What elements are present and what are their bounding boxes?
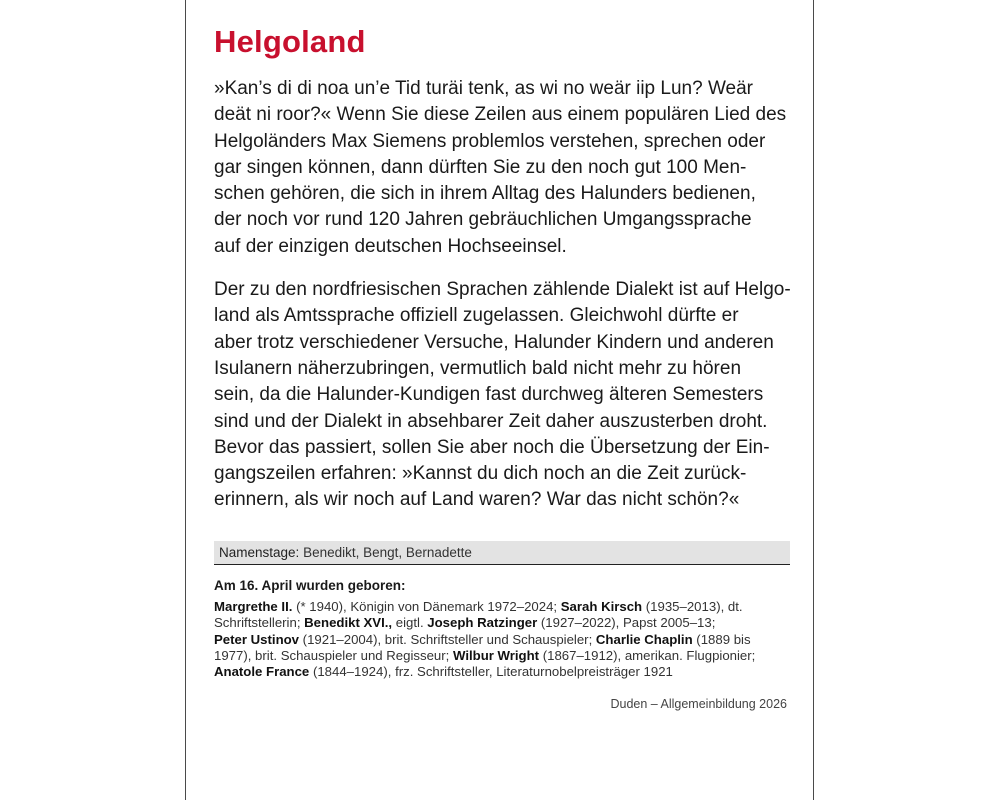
born-line [214, 648, 789, 664]
born-line [214, 664, 789, 680]
text-line: deät ni roor?« Wenn Sie diese Zeilen aus einem populären Lied des [214, 104, 787, 126]
born-line [214, 599, 789, 615]
footer-source: Duden – Allgemeinbildung 2026 [610, 697, 787, 711]
text-line: Isulanern näherzubringen, vermutlich bald nicht mehr zu hören [214, 357, 742, 379]
person-details: (1867–1912), amerikan. Flugpionier; [539, 647, 756, 663]
text-line: »Kan’s di di noa un’e Tid turäi tenk, as wi no weär iip Lun? Weär [214, 78, 754, 99]
calendar-page [185, 0, 814, 800]
namenstage-names: Benedikt, Bengt, Bernadette [303, 545, 472, 560]
text-line: sind und der Dialekt in absehbarer Zeit daher auszusterben droht. [214, 410, 768, 432]
person-details: Schriftstellerin; [214, 615, 305, 631]
text-line: der noch vor rund 120 Jahren gebräuchlichen Umgangssprache [214, 209, 752, 231]
text-line: Der zu den nordfriesischen Sprachen zählende Dialekt ist auf Helgo- [214, 279, 791, 301]
text-line: land als Amtssprache offiziell zugelassen. Gleichwohl dürfte er [214, 305, 739, 327]
text-line: sein, da die Halunder-Kundigen fast durchweg älteren Semesters [214, 384, 764, 406]
text-line: aber trotz verschiedener Versuche, Halunder Kindern und anderen [214, 331, 774, 353]
person-name: Margrethe II. [214, 599, 293, 614]
born-line [214, 632, 789, 648]
born-heading: Am 16. April wurden geboren: [214, 578, 406, 593]
text-line: gangszeilen erfahren: »Kannst du dich noch an die Zeit zurück- [214, 463, 747, 485]
person-details: eigtl. [392, 615, 428, 631]
person-name: Sarah Kirsch [560, 599, 643, 614]
text-line: gar singen können, dann dürften Sie zu den noch gut 100 Men- [214, 156, 747, 178]
person-name: Charlie Chaplin [595, 631, 693, 647]
person-details: 1977), brit. Schauspieler und Regisseur; [214, 647, 453, 663]
text-line: erinnern, als wir noch auf Land waren? War das nicht schön?« [214, 489, 740, 511]
born-line [214, 615, 789, 631]
text-line: Bevor das passiert, sollen Sie aber noch die Übersetzung der Ein- [214, 436, 770, 458]
text-line: auf der einzigen deutschen Hochseeinsel. [214, 235, 567, 257]
person-name: Benedikt XVI., [304, 615, 393, 631]
text-line: schen gehören, die sich in ihrem Alltag des Halunders bedienen, [214, 183, 756, 205]
person-details: (1927–2022), Papst 2005–13; [537, 615, 716, 631]
person-name: Anatole France [214, 664, 310, 680]
namenstage-label: Namenstage: [219, 545, 300, 560]
person-name: Wilbur Wright [452, 647, 540, 663]
person-details: (1844–1924), frz. Schriftsteller, Literaturnobelpreisträger 1921 [309, 664, 673, 680]
paragraph-1 [214, 76, 789, 260]
person-details: (1935–2013), dt. [642, 599, 743, 614]
paragraph-2 [214, 277, 789, 514]
person-details: (1889 bis [692, 631, 751, 647]
main-text [214, 76, 789, 514]
person-details: (1921–2004), brit. Schriftsteller und Schauspieler; [299, 631, 596, 647]
person-name: Joseph Ratzinger [427, 615, 538, 631]
born-list [214, 599, 789, 680]
person-details: (* 1940), Königin von Dänemark 1972–2024; [292, 599, 561, 614]
person-name: Peter Ustinov [214, 631, 300, 647]
page-title: Helgoland [214, 24, 366, 59]
namenstage-bar [214, 541, 790, 565]
text-line: Helgoländers Max Siemens problemlos verstehen, sprechen oder [214, 130, 766, 152]
